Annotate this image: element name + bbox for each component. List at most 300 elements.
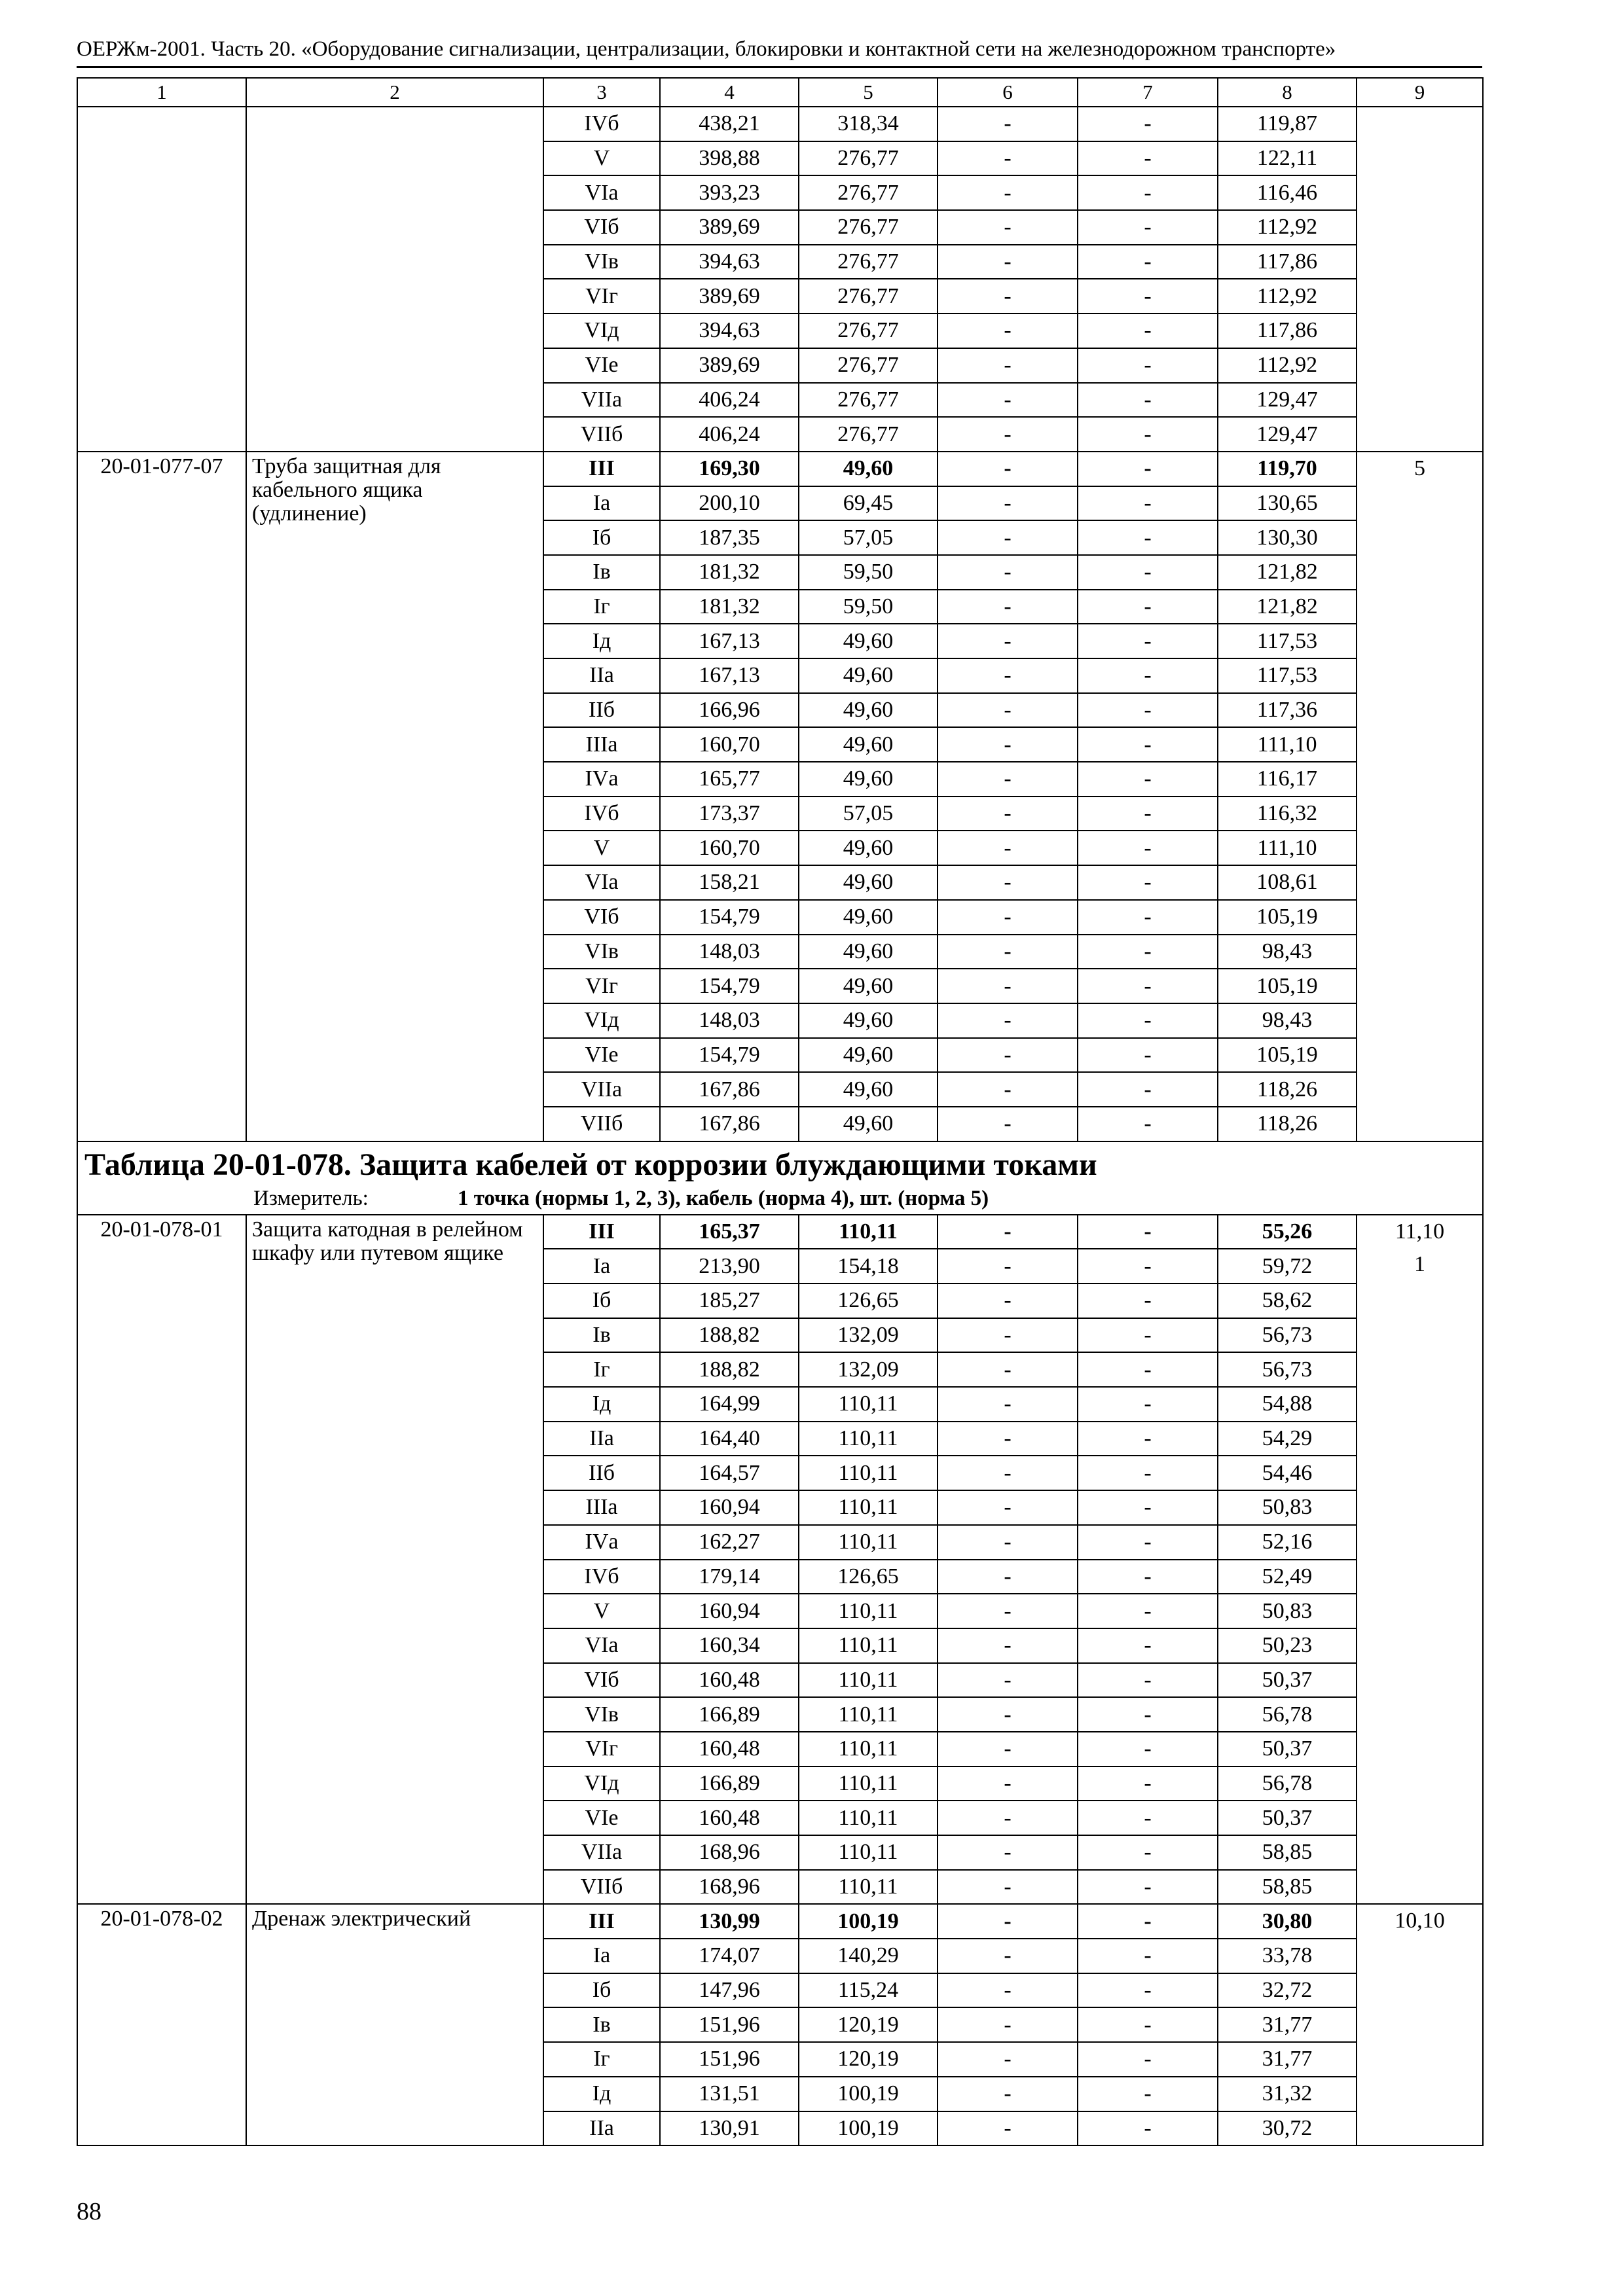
cell-col-7: - [1078, 1939, 1218, 1973]
cell-col-4: 167,13 [660, 624, 799, 658]
cell-col-4: 167,86 [660, 1107, 799, 1141]
table-row [77, 452, 1483, 486]
cell-col-4: 173,37 [660, 797, 799, 831]
cell-col-8: 31,77 [1218, 2007, 1357, 2042]
cell-col-8: 56,73 [1218, 1318, 1357, 1353]
cell-col-7: - [1078, 590, 1218, 624]
cell-col-3: IVб [543, 1560, 660, 1594]
cell-col-5: 120,19 [799, 2007, 938, 2042]
cell-col-5: 110,11 [799, 1628, 938, 1663]
cell-col-4: 174,07 [660, 1939, 799, 1973]
cell-col-8: 105,19 [1218, 900, 1357, 935]
cell-col-6: - [938, 486, 1078, 521]
cell-col-3: Iа [543, 1249, 660, 1283]
section-header [77, 1141, 1483, 1215]
cell-col-5: 110,11 [799, 1456, 938, 1490]
cell-col-8: 56,73 [1218, 1352, 1357, 1387]
cell-col-5: 276,77 [799, 279, 938, 314]
cell-col-3: Iг [543, 2042, 660, 2077]
cell-col-3: VIг [543, 969, 660, 1003]
norms-table [77, 77, 1484, 2146]
column-numbers-row [77, 78, 1483, 107]
cell-col-6: - [938, 1801, 1078, 1835]
cell-col-7: - [1078, 1490, 1218, 1525]
cell-col-8: 50,37 [1218, 1732, 1357, 1767]
cell-col-4: 398,88 [660, 141, 799, 176]
cell-col-6: - [938, 1249, 1078, 1283]
cell-col-5: 69,45 [799, 486, 938, 521]
cell-col-3: Iа [543, 1939, 660, 1973]
cell-col-5: 49,60 [799, 900, 938, 935]
cell-col-4: 160,48 [660, 1801, 799, 1835]
reference-values [1361, 452, 1478, 486]
cell-col-7: - [1078, 900, 1218, 935]
cell-col-5: 49,60 [799, 624, 938, 658]
cell-col-8: 121,82 [1218, 590, 1357, 624]
section-header-row [77, 1141, 1483, 1215]
cell-col-3: V [543, 1594, 660, 1628]
cell-col-4: 185,27 [660, 1283, 799, 1318]
cell-col-6: - [938, 1352, 1078, 1387]
cell-col-4: 406,24 [660, 417, 799, 452]
cell-col-3: V [543, 831, 660, 865]
cell-col-7: - [1078, 1973, 1218, 2008]
cell-col-6: - [938, 279, 1078, 314]
cell-col-6: - [938, 1387, 1078, 1422]
cell-col-8: 31,77 [1218, 2042, 1357, 2077]
cell-col-6: - [938, 417, 1078, 452]
cell-col-4: 164,40 [660, 1422, 799, 1456]
cell-col-5: 49,60 [799, 727, 938, 762]
cell-col-4: 160,94 [660, 1594, 799, 1628]
cell-col-3: IIб [543, 1456, 660, 1490]
cell-col-8: 30,80 [1218, 1904, 1357, 1939]
cell-col-3: VIд [543, 1003, 660, 1038]
cell-col-3: Iб [543, 1973, 660, 2008]
cell-col-8: 111,10 [1218, 727, 1357, 762]
measure-label: Измеритель: [253, 1186, 369, 1210]
cell-col-4: 389,69 [660, 279, 799, 314]
cell-col-6: - [938, 1456, 1078, 1490]
cell-col-7: - [1078, 797, 1218, 831]
cell-col-7: - [1078, 279, 1218, 314]
cell-col-6: - [938, 1003, 1078, 1038]
cell-col-3: Iг [543, 590, 660, 624]
cell-col-4: 164,99 [660, 1387, 799, 1422]
table-row [77, 1904, 1483, 1939]
cell-col-6: - [938, 383, 1078, 418]
cell-col-8: 117,86 [1218, 314, 1357, 348]
cell-col-7: - [1078, 417, 1218, 452]
cell-col-3: VIIб [543, 1107, 660, 1141]
cell-col-8: 118,26 [1218, 1107, 1357, 1141]
norm-reference [1357, 452, 1483, 1141]
cell-col-5: 49,60 [799, 693, 938, 728]
measure-value: 1 точка (нормы 1, 2, 3), кабель (норма 4), шт. (норма 5) [458, 1186, 989, 1210]
cell-col-5: 110,11 [799, 1767, 938, 1801]
cell-col-6: - [938, 1283, 1078, 1318]
cell-col-7: - [1078, 2007, 1218, 2042]
cell-col-6: - [938, 624, 1078, 658]
cell-col-4: 394,63 [660, 245, 799, 279]
cell-col-7: - [1078, 1663, 1218, 1698]
cell-col-4: 389,69 [660, 210, 799, 245]
cell-col-5: 49,60 [799, 1072, 938, 1107]
cell-col-8: 50,37 [1218, 1801, 1357, 1835]
cell-col-5: 100,19 [799, 2111, 938, 2146]
cell-col-7: - [1078, 1835, 1218, 1870]
cell-col-7: - [1078, 935, 1218, 969]
cell-col-6: - [938, 1594, 1078, 1628]
cell-col-7: - [1078, 2042, 1218, 2077]
cell-col-5: 120,19 [799, 2042, 938, 2077]
cell-col-8: 52,16 [1218, 1525, 1357, 1560]
cell-col-7: - [1078, 1456, 1218, 1490]
cell-col-6: - [938, 1628, 1078, 1663]
column-number: 9 [1357, 78, 1483, 107]
cell-col-3: VIд [543, 1767, 660, 1801]
column-number: 5 [799, 78, 938, 107]
cell-col-4: 160,70 [660, 727, 799, 762]
cell-col-5: 110,11 [799, 1490, 938, 1525]
cell-col-5: 110,11 [799, 1215, 938, 1249]
cell-col-5: 110,11 [799, 1732, 938, 1767]
cell-col-6: - [938, 865, 1078, 900]
cell-col-5: 49,60 [799, 1107, 938, 1141]
cell-col-5: 110,11 [799, 1835, 938, 1870]
cell-col-4: 394,63 [660, 314, 799, 348]
cell-col-8: 117,53 [1218, 658, 1357, 693]
cell-col-8: 129,47 [1218, 417, 1357, 452]
cell-col-8: 55,26 [1218, 1215, 1357, 1249]
cell-col-8: 112,92 [1218, 348, 1357, 383]
cell-col-5: 276,77 [799, 314, 938, 348]
cell-col-6: - [938, 2111, 1078, 2146]
cell-col-7: - [1078, 1318, 1218, 1353]
cell-col-8: 56,78 [1218, 1767, 1357, 1801]
cell-col-3: V [543, 141, 660, 176]
norm-reference [1357, 1904, 1483, 2145]
cell-col-3: VIг [543, 1732, 660, 1767]
cell-col-4: 130,99 [660, 1904, 799, 1939]
cell-col-3: Iа [543, 486, 660, 521]
cell-col-6: - [938, 900, 1078, 935]
cell-col-6: - [938, 1767, 1078, 1801]
cell-col-6: - [938, 348, 1078, 383]
cell-col-7: - [1078, 452, 1218, 486]
cell-col-7: - [1078, 555, 1218, 590]
cell-col-6: - [938, 727, 1078, 762]
reference-values [1361, 107, 1478, 141]
cell-col-3: Iв [543, 2007, 660, 2042]
cell-col-3: VIв [543, 935, 660, 969]
cell-col-6: - [938, 969, 1078, 1003]
cell-col-8: 116,32 [1218, 797, 1357, 831]
cell-col-4: 438,21 [660, 107, 799, 141]
cell-col-6: - [938, 1904, 1078, 1939]
cell-col-5: 49,60 [799, 762, 938, 797]
cell-col-5: 49,60 [799, 1003, 938, 1038]
cell-col-4: 389,69 [660, 348, 799, 383]
cell-col-4: 162,27 [660, 1525, 799, 1560]
cell-col-6: - [938, 1215, 1078, 1249]
cell-col-4: 213,90 [660, 1249, 799, 1283]
cell-col-5: 154,18 [799, 1249, 938, 1283]
cell-col-7: - [1078, 1801, 1218, 1835]
cell-col-6: - [938, 1697, 1078, 1732]
cell-col-8: 54,29 [1218, 1422, 1357, 1456]
cell-col-7: - [1078, 1387, 1218, 1422]
cell-col-3: Iд [543, 2077, 660, 2111]
cell-col-6: - [938, 1939, 1078, 1973]
cell-col-4: 168,96 [660, 1835, 799, 1870]
page-number: 88 [77, 2198, 101, 2225]
cell-col-8: 59,72 [1218, 1249, 1357, 1283]
cell-col-8: 50,23 [1218, 1628, 1357, 1663]
cell-col-6: - [938, 314, 1078, 348]
cell-col-4: 160,48 [660, 1663, 799, 1698]
cell-col-5: 49,60 [799, 865, 938, 900]
cell-col-5: 276,77 [799, 383, 938, 418]
cell-col-8: 117,36 [1218, 693, 1357, 728]
cell-col-6: - [938, 1107, 1078, 1141]
cell-col-8: 130,65 [1218, 486, 1357, 521]
cell-col-3: IIа [543, 658, 660, 693]
cell-col-7: - [1078, 175, 1218, 210]
cell-col-6: - [938, 1663, 1078, 1698]
cell-col-7: - [1078, 1767, 1218, 1801]
cell-col-8: 122,11 [1218, 141, 1357, 176]
cell-col-3: Iб [543, 1283, 660, 1318]
cell-col-4: 393,23 [660, 175, 799, 210]
cell-col-4: 181,32 [660, 555, 799, 590]
cell-col-8: 58,85 [1218, 1870, 1357, 1905]
cell-col-6: - [938, 141, 1078, 176]
cell-col-4: 165,77 [660, 762, 799, 797]
cell-col-3: IIа [543, 1422, 660, 1456]
cell-col-4: 130,91 [660, 2111, 799, 2146]
cell-col-5: 110,11 [799, 1525, 938, 1560]
cell-col-8: 117,53 [1218, 624, 1357, 658]
cell-col-4: 160,94 [660, 1490, 799, 1525]
cell-col-8: 116,46 [1218, 175, 1357, 210]
cell-col-7: - [1078, 693, 1218, 728]
norm-reference [1357, 1215, 1483, 1905]
cell-col-6: - [938, 2077, 1078, 2111]
cell-col-3: Iв [543, 1318, 660, 1353]
cell-col-6: - [938, 797, 1078, 831]
cell-col-7: - [1078, 245, 1218, 279]
table-row [77, 1215, 1483, 1249]
norm-code [77, 107, 246, 452]
reference-values [1361, 1215, 1478, 1282]
cell-col-8: 58,62 [1218, 1283, 1357, 1318]
cell-col-3: VIв [543, 245, 660, 279]
norm-name: Дренаж электрический [246, 1904, 543, 2145]
cell-col-4: 158,21 [660, 865, 799, 900]
cell-col-8: 119,70 [1218, 452, 1357, 486]
cell-col-3: IVа [543, 762, 660, 797]
cell-col-7: - [1078, 107, 1218, 141]
norm-name [246, 107, 543, 452]
cell-col-6: - [938, 1072, 1078, 1107]
cell-col-7: - [1078, 658, 1218, 693]
cell-col-6: - [938, 658, 1078, 693]
norm-code: 20-01-077-07 [77, 452, 246, 1141]
norm-name: Защита катодная в релейном шкафу или путевом ящике [246, 1215, 543, 1905]
cell-col-4: 168,96 [660, 1870, 799, 1905]
cell-col-7: - [1078, 1072, 1218, 1107]
cell-col-5: 100,19 [799, 2077, 938, 2111]
cell-col-6: - [938, 1490, 1078, 1525]
cell-col-7: - [1078, 1038, 1218, 1073]
cell-col-3: Iд [543, 1387, 660, 1422]
cell-col-8: 98,43 [1218, 1003, 1357, 1038]
cell-col-3: VIб [543, 1663, 660, 1698]
cell-col-5: 49,60 [799, 831, 938, 865]
cell-col-4: 147,96 [660, 1973, 799, 2008]
column-number: 8 [1218, 78, 1357, 107]
cell-col-8: 129,47 [1218, 383, 1357, 418]
cell-col-6: - [938, 1038, 1078, 1073]
cell-col-3: VIб [543, 900, 660, 935]
column-number: 7 [1078, 78, 1218, 107]
cell-col-6: - [938, 935, 1078, 969]
cell-col-7: - [1078, 2077, 1218, 2111]
cell-col-3: VIв [543, 1697, 660, 1732]
column-number: 1 [77, 78, 246, 107]
cell-col-3: VIIб [543, 417, 660, 452]
cell-col-3: IIIа [543, 727, 660, 762]
cell-col-5: 126,65 [799, 1283, 938, 1318]
cell-col-6: - [938, 2007, 1078, 2042]
cell-col-6: - [938, 1835, 1078, 1870]
cell-col-4: 160,70 [660, 831, 799, 865]
cell-col-7: - [1078, 1525, 1218, 1560]
cell-col-5: 276,77 [799, 175, 938, 210]
cell-col-4: 154,79 [660, 1038, 799, 1073]
cell-col-8: 112,92 [1218, 279, 1357, 314]
cell-col-7: - [1078, 1249, 1218, 1283]
cell-col-4: 151,96 [660, 2042, 799, 2077]
cell-col-5: 110,11 [799, 1801, 938, 1835]
cell-col-8: 56,78 [1218, 1697, 1357, 1732]
cell-col-8: 58,85 [1218, 1835, 1357, 1870]
cell-col-3: VIа [543, 1628, 660, 1663]
cell-col-6: - [938, 762, 1078, 797]
cell-col-5: 276,77 [799, 348, 938, 383]
cell-col-4: 148,03 [660, 1003, 799, 1038]
cell-col-4: 169,30 [660, 452, 799, 486]
cell-col-8: 105,19 [1218, 1038, 1357, 1073]
cell-col-8: 116,17 [1218, 762, 1357, 797]
norm-code: 20-01-078-02 [77, 1904, 246, 2145]
cell-col-3: Iб [543, 520, 660, 555]
cell-col-8: 98,43 [1218, 935, 1357, 969]
cell-col-6: - [938, 555, 1078, 590]
cell-col-6: - [938, 1318, 1078, 1353]
cell-col-4: 166,89 [660, 1767, 799, 1801]
cell-col-6: - [938, 2042, 1078, 2077]
cell-col-7: - [1078, 865, 1218, 900]
cell-col-6: - [938, 1422, 1078, 1456]
cell-col-7: - [1078, 727, 1218, 762]
cell-col-5: 276,77 [799, 245, 938, 279]
norm-reference [1357, 107, 1483, 452]
cell-col-4: 167,86 [660, 1072, 799, 1107]
cell-col-8: 118,26 [1218, 1072, 1357, 1107]
cell-col-3: VIа [543, 865, 660, 900]
cell-col-3: IVб [543, 107, 660, 141]
cell-col-3: III [543, 452, 660, 486]
cell-col-6: - [938, 831, 1078, 865]
cell-col-7: - [1078, 348, 1218, 383]
cell-col-8: 30,72 [1218, 2111, 1357, 2146]
cell-col-5: 276,77 [799, 141, 938, 176]
cell-col-8: 108,61 [1218, 865, 1357, 900]
cell-col-7: - [1078, 1697, 1218, 1732]
cell-col-6: - [938, 1560, 1078, 1594]
reference-value: 10,10 [1395, 1909, 1445, 1933]
cell-col-8: 130,30 [1218, 520, 1357, 555]
running-head: ОЕРЖм-2001. Часть 20. «Оборудование сигнализации, централизации, блокировки и контактной сети на железнодорожном транспорте» [77, 37, 1336, 61]
cell-col-4: 164,57 [660, 1456, 799, 1490]
cell-col-7: - [1078, 1003, 1218, 1038]
cell-col-3: VIIа [543, 1072, 660, 1107]
cell-col-8: 33,78 [1218, 1939, 1357, 1973]
cell-col-7: - [1078, 314, 1218, 348]
cell-col-5: 276,77 [799, 210, 938, 245]
cell-col-8: 54,46 [1218, 1456, 1357, 1490]
cell-col-6: - [938, 1870, 1078, 1905]
cell-col-8: 112,92 [1218, 210, 1357, 245]
cell-col-7: - [1078, 1107, 1218, 1141]
cell-col-5: 59,50 [799, 590, 938, 624]
cell-col-6: - [938, 520, 1078, 555]
cell-col-5: 110,11 [799, 1422, 938, 1456]
header-rule [77, 66, 1482, 68]
cell-col-4: 166,96 [660, 693, 799, 728]
cell-col-3: VIе [543, 1801, 660, 1835]
cell-col-5: 57,05 [799, 797, 938, 831]
cell-col-7: - [1078, 1870, 1218, 1905]
cell-col-3: VIIа [543, 383, 660, 418]
cell-col-3: VIд [543, 314, 660, 348]
cell-col-3: VIе [543, 1038, 660, 1073]
cell-col-6: - [938, 175, 1078, 210]
cell-col-3: IVб [543, 797, 660, 831]
cell-col-7: - [1078, 624, 1218, 658]
cell-col-6: - [938, 1525, 1078, 1560]
cell-col-6: - [938, 452, 1078, 486]
cell-col-5: 132,09 [799, 1318, 938, 1353]
cell-col-8: 119,87 [1218, 107, 1357, 141]
cell-col-4: 181,32 [660, 590, 799, 624]
cell-col-4: 187,35 [660, 520, 799, 555]
cell-col-3: III [543, 1215, 660, 1249]
table-title: Таблица 20-01-078. Защита кабелей от коррозии блуждающими токами [84, 1147, 1097, 1182]
cell-col-8: 111,10 [1218, 831, 1357, 865]
norm-code: 20-01-078-01 [77, 1215, 246, 1905]
cell-col-3: IIа [543, 2111, 660, 2146]
cell-col-7: - [1078, 520, 1218, 555]
cell-col-4: 148,03 [660, 935, 799, 969]
cell-col-8: 32,72 [1218, 1973, 1357, 2008]
cell-col-7: - [1078, 141, 1218, 176]
cell-col-7: - [1078, 1594, 1218, 1628]
cell-col-3: III [543, 1904, 660, 1939]
cell-col-4: 154,79 [660, 900, 799, 935]
